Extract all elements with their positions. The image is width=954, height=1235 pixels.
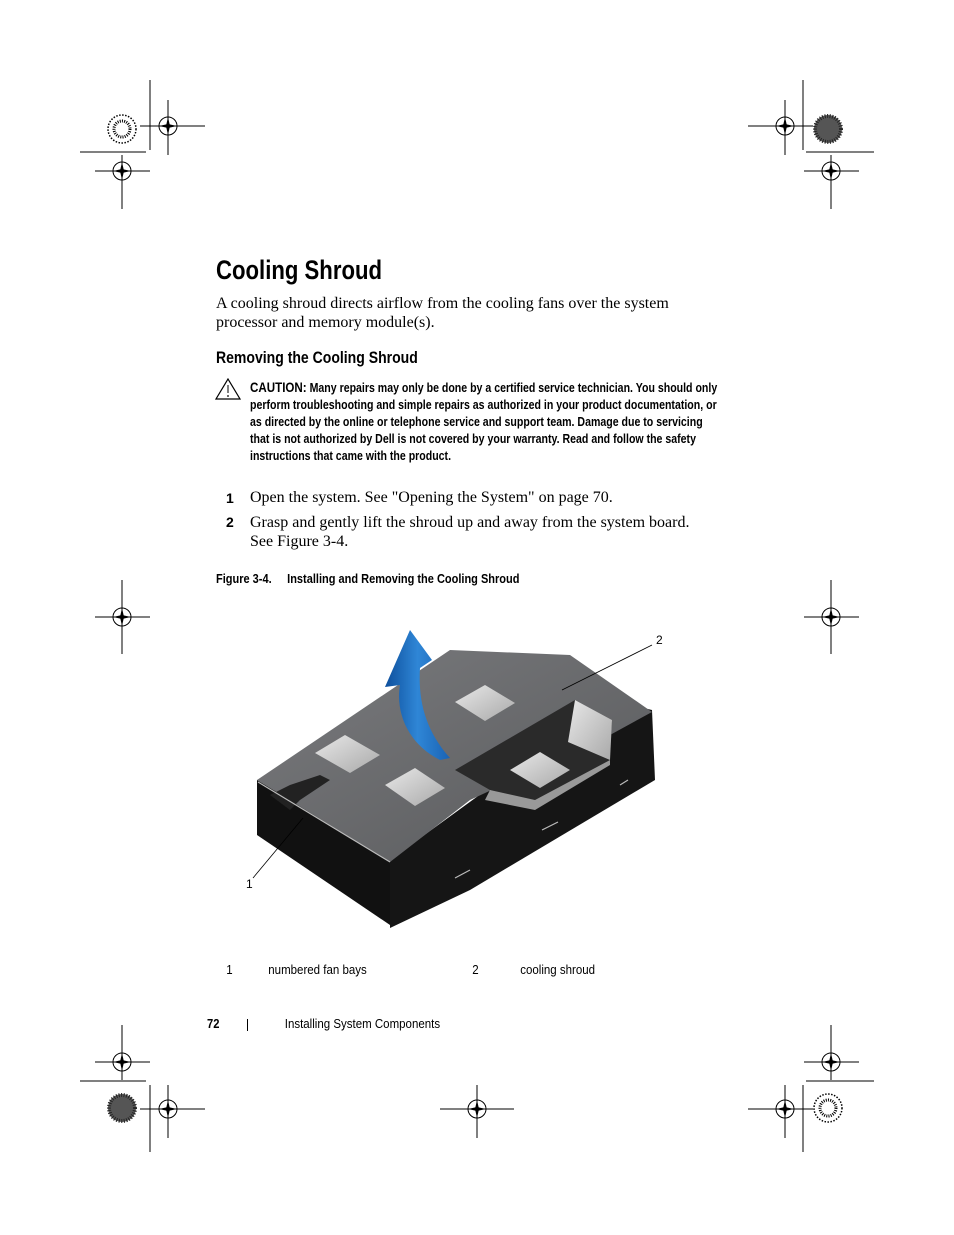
step-text: Grasp and gently lift the shroud up and away from the system board. See Figure 3-4. [250, 514, 690, 550]
figure-number: Figure 3-4. [216, 571, 272, 586]
step-text: Open the system. See "Opening the System" on page 70. [250, 489, 613, 506]
figure-caption [216, 571, 519, 586]
figure-title: Installing and Removing the Cooling Shroud [287, 571, 520, 586]
callout-2: 2 [656, 633, 663, 647]
footer-divider [247, 1019, 248, 1031]
footer-section-title: Installing System Components [284, 1017, 441, 1031]
step-number: 2 [226, 514, 234, 530]
page-title: Cooling Shroud [216, 255, 383, 285]
page-number: 72 [207, 1016, 220, 1031]
legend-label: numbered fan bays [268, 963, 367, 977]
caution-notice [250, 379, 720, 465]
caution-label: CAUTION: [250, 380, 307, 395]
caution-text: Many repairs may only be done by a certified service technician. You should only perform troubleshooting and simple repairs as authorized in your product documentation, or as directed by the online or telephone service and support team. Damage due to servicing that is not authorized by Dell is not covered by your warranty. Read and follow the safety instructions that came with the product. [250, 381, 718, 463]
section-heading: Removing the Cooling Shroud [216, 349, 418, 367]
callout-1: 1 [246, 877, 253, 891]
legend-label: cooling shroud [520, 963, 596, 977]
legend-number: 2 [472, 963, 479, 977]
legend-number: 1 [226, 963, 233, 977]
cooling-shroud-illustration [230, 620, 670, 940]
step-number: 1 [226, 490, 234, 506]
intro-paragraph: A cooling shroud directs airflow from the cooling fans over the system processor and memory module(s). [216, 295, 669, 331]
caution-triangle-icon [215, 378, 241, 400]
